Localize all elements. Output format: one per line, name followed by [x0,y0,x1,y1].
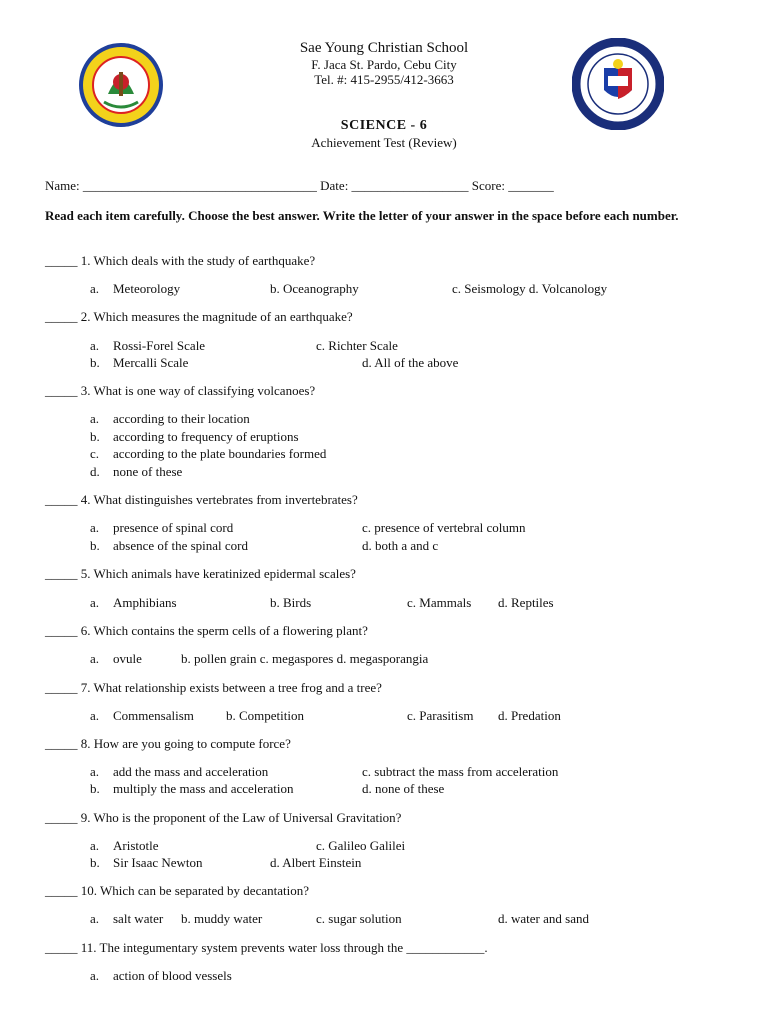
option-text: salt water [113,911,164,926]
option-marker: a. [90,338,100,353]
option-text: b. Birds [270,595,312,610]
option-text: Commensalism [113,708,194,723]
option-text: Sir Isaac Newton [113,855,203,870]
option-marker: b. [90,781,100,796]
question-11: _____ 11. The integumentary system prevents water loss through the ____________. [45,940,488,955]
option-text: according to their location [113,411,250,426]
option-text: d. both a and c [362,538,439,553]
option-text: d. Albert Einstein [270,855,362,870]
school-name: Sae Young Christian School [299,40,469,56]
option-text: c. Parasitism [407,708,474,723]
option-marker: a. [90,595,100,610]
option-text: c. Richter Scale [316,338,398,353]
question-3: _____ 3. What is one way of classifying volcanoes? [45,383,316,398]
option-marker: a. [90,838,100,853]
test-subtitle: Achievement Test (Review) [311,135,457,150]
option-text: d. All of the above [362,355,459,370]
option-text: Amphibians [113,595,177,610]
question-2: _____ 2. Which measures the magnitude of an earthquake? [45,309,353,324]
option-text: c. Mammals [407,595,472,610]
option-marker: b. [90,355,100,370]
question-4: _____ 4. What distinguishes vertebrates from invertebrates? [45,492,358,507]
option-marker: c. [90,446,100,461]
option-text: c. subtract the mass from acceleration [362,764,559,779]
option-text: b. Oceanography [270,281,359,296]
question-5: _____ 5. Which animals have keratinized epidermal scales? [45,566,356,581]
option-marker: a. [90,651,100,666]
option-text: b. muddy water [181,911,263,926]
option-marker: a. [90,764,100,779]
option-text: d. water and sand [498,911,589,926]
test-subject-title: SCIENCE - 6 [340,118,428,133]
option-text: c. Galileo Galilei [316,838,406,853]
option-text: none of these [113,464,183,479]
question-8: _____ 8. How are you going to compute force? [45,736,291,751]
option-text: Aristotle [113,838,159,853]
option-text: action of blood vessels [113,968,232,983]
option-text: d. none of these [362,781,445,796]
option-marker: b. [90,538,100,553]
option-text: d. Predation [498,708,561,723]
option-text: Meteorology [113,281,181,296]
option-marker: a. [90,968,100,983]
option-text: Mercalli Scale [113,355,189,370]
option-text: b. pollen grain c. megaspores d. megasporangia [181,651,429,666]
option-text: d. Reptiles [498,595,554,610]
option-text: according to the plate boundaries formed [113,446,327,461]
option-marker: a. [90,411,100,426]
option-text: add the mass and acceleration [113,764,269,779]
school-address: F. Jaca St. Pardo, Cebu City [311,57,457,72]
option-text: Rossi-Forel Scale [113,338,206,353]
option-text: absence of the spinal cord [113,538,249,553]
option-text: c. presence of vertebral column [362,520,526,535]
option-text: c. Seismology d. Volcanology [452,281,608,296]
option-text: presence of spinal cord [113,520,234,535]
option-text: multiply the mass and acceleration [113,781,294,796]
student-info-line: Name: ____________________________________ Date: __________________ Score: _______ [45,178,554,193]
option-marker: a. [90,520,100,535]
option-marker: b. [90,429,100,444]
option-marker: d. [90,464,100,479]
question-7: _____ 7. What relationship exists between a tree frog and a tree? [45,680,382,695]
option-marker: b. [90,855,100,870]
option-marker: a. [90,281,100,296]
question-6: _____ 6. Which contains the sperm cells of a flowering plant? [45,623,368,638]
option-marker: a. [90,708,100,723]
option-marker: a. [90,911,100,926]
question-9: _____ 9. Who is the proponent of the Law of Universal Gravitation? [45,810,402,825]
option-text: c. sugar solution [316,911,402,926]
question-10: _____ 10. Which can be separated by decantation? [45,883,309,898]
instructions: Read each item carefully. Choose the best answer. Write the letter of your answer in the space before each number. [45,208,679,223]
option-text: ovule [113,651,142,666]
option-text: b. Competition [226,708,304,723]
question-1: _____ 1. Which deals with the study of earthquake? [45,253,316,268]
school-telephone: Tel. #: 415-2955/412-3663 [314,72,454,87]
option-text: according to frequency of eruptions [113,429,299,444]
